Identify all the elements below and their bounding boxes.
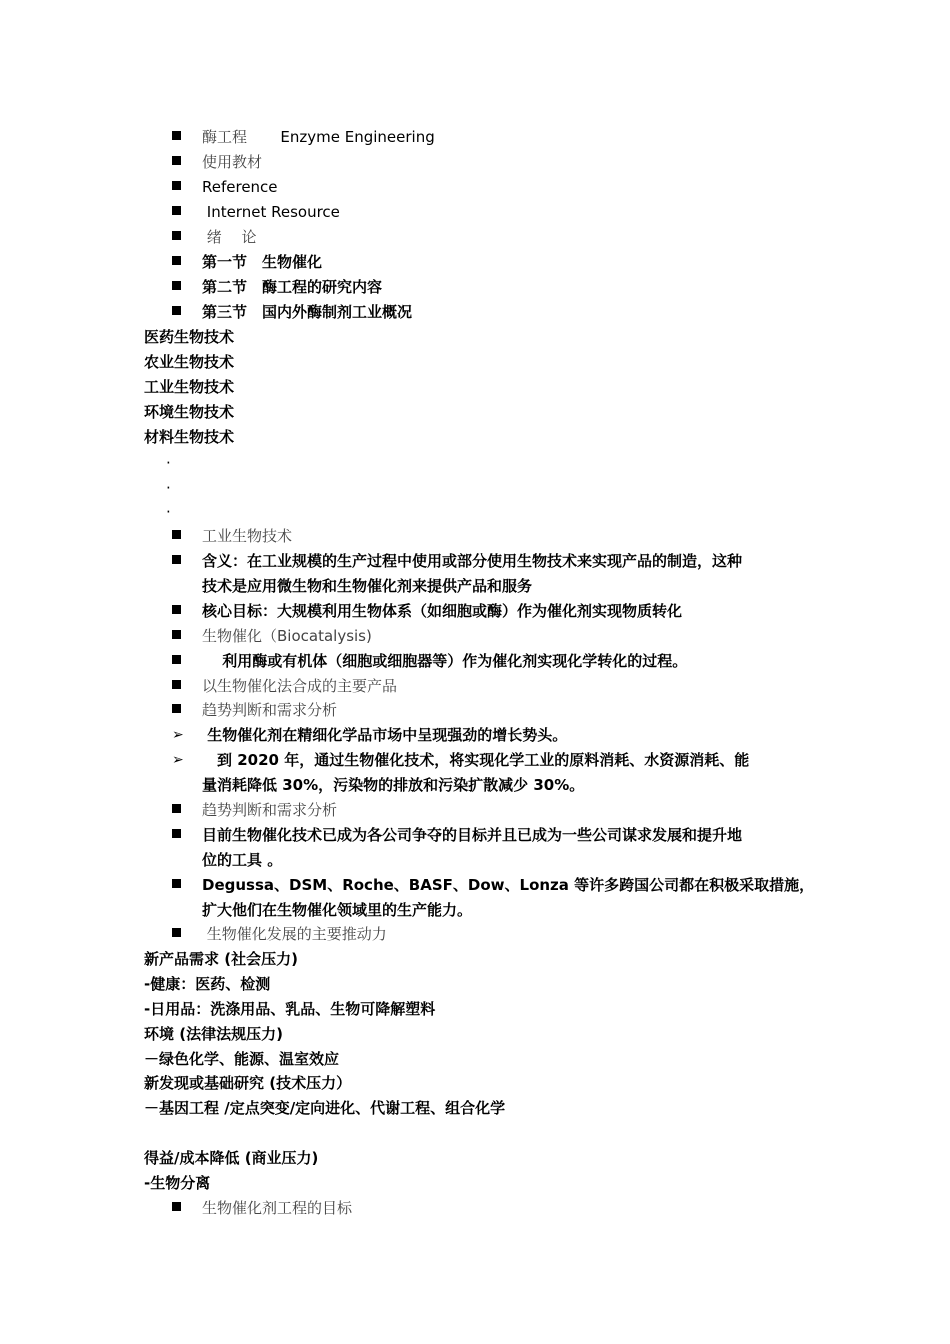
square-bullet-icon	[172, 873, 186, 898]
bullet-text: Reference	[202, 178, 278, 196]
square-bullet-icon	[172, 922, 186, 947]
paragraph-text: －绿色化学、能源、温室效应	[144, 1050, 340, 1068]
section-heading: 第二节 酶工程的研究内容	[202, 278, 383, 296]
square-bullet-icon	[172, 674, 186, 699]
square-bullet-icon	[172, 624, 186, 649]
bullet-text: 趋势判断和需求分析	[202, 701, 338, 719]
paragraph-text: -生物分离	[144, 1174, 211, 1192]
square-bullet-icon	[172, 698, 186, 723]
bullet-text: 生物催化剂工程的目标	[202, 1199, 353, 1217]
bullet-text: 以生物催化法合成的主要产品	[202, 677, 398, 695]
square-bullet-icon	[172, 225, 186, 250]
square-bullet-icon	[172, 1196, 186, 1221]
section-heading: 第一节 生物催化	[202, 253, 323, 271]
paragraph-text: -健康：医药、检测	[144, 975, 271, 993]
square-bullet-icon	[172, 175, 186, 200]
square-bullet-icon	[172, 125, 186, 150]
bullet-text: 生物催化（Biocatalysis)	[202, 627, 372, 645]
bullet-text: 扩大他们在生物催化领域里的生产能力。	[202, 901, 473, 919]
bullet-text: Internet Resource	[202, 203, 340, 221]
square-bullet-icon	[172, 823, 186, 848]
bullet-text: 利用酶或有机体（细胞或细胞器等）作为催化剂实现化学转化的过程。	[202, 652, 688, 670]
dot-icon: ·	[166, 454, 171, 472]
paragraph-text: 新发现或基础研究 (技术压力）	[144, 1074, 352, 1092]
bullet-text: 核心目标：大规模利用生物体系（如细胞或酶）作为催化剂实现物质转化	[202, 602, 683, 620]
bullet-text: 位的工具 。	[202, 851, 283, 869]
bullet-text: 生物催化剂在精细化学品市场中呈现强劲的增长势头。	[202, 726, 568, 744]
square-bullet-icon	[172, 599, 186, 624]
paragraph-text: 新产品需求 (社会压力)	[144, 950, 298, 968]
course-title-en: Enzyme Engineering	[280, 128, 435, 146]
arrow-bullet-icon: ➢	[172, 752, 184, 768]
square-bullet-icon	[172, 200, 186, 225]
bullet-text: 趋势判断和需求分析	[202, 801, 338, 819]
bullet-text: 生物催化发展的主要推动力	[202, 925, 387, 943]
paragraph-text: －基因工程 /定点突变/定向进化、代谢工程、组合化学	[144, 1099, 506, 1117]
bullet-text: 使用教材	[202, 153, 263, 171]
square-bullet-icon	[172, 250, 186, 275]
course-title-zh: 酶工程	[202, 128, 248, 146]
square-bullet-icon	[172, 798, 186, 823]
paragraph-text: 工业生物技术	[144, 378, 235, 396]
bullet-text: 含义：在工业规模的生产过程中使用或部分使用生物技术来实现产品的制造，这种	[202, 552, 743, 570]
paragraph-text: -日用品：洗涤用品、乳品、生物可降解塑料	[144, 1000, 436, 1018]
bullet-text: 绪 论	[202, 228, 257, 246]
bullet-text: Degussa、DSM、Roche、BASF、Dow、Lonza 等许多跨国公司都在积极采取措施，	[202, 876, 815, 894]
paragraph-text: 环境生物技术	[144, 403, 235, 421]
bullet-text: 工业生物技术	[202, 527, 293, 545]
bullet-text: 技术是应用微生物和生物催化剂来提供产品和服务	[202, 577, 533, 595]
paragraph-text: 环境 (法律法规压力)	[144, 1025, 283, 1043]
section-heading: 第三节 国内外酶制剂工业概况	[202, 303, 413, 321]
paragraph-text: 农业生物技术	[144, 353, 235, 371]
square-bullet-icon	[172, 649, 186, 674]
square-bullet-icon	[172, 275, 186, 300]
square-bullet-icon	[172, 150, 186, 175]
square-bullet-icon	[172, 524, 186, 549]
square-bullet-icon	[172, 300, 186, 325]
dot-icon: ·	[166, 503, 171, 521]
dot-icon: ·	[166, 479, 171, 497]
square-bullet-icon	[172, 549, 186, 574]
paragraph-text: 医药生物技术	[144, 328, 235, 346]
arrow-bullet-icon: ➢	[172, 727, 184, 743]
paragraph-text: 得益/成本降低 (商业压力)	[144, 1149, 319, 1167]
bullet-text: 到 2020 年，通过生物催化技术，将实现化学工业的原料消耗、水资源消耗、能	[202, 751, 750, 769]
paragraph-text: 材料生物技术	[144, 428, 235, 446]
bullet-text: 目前生物催化技术已成为各公司争夺的目标并且已成为一些公司谋求发展和提升地	[202, 826, 743, 844]
bullet-text: 量消耗降低 30%，污染物的排放和污染扩散减少 30%。	[202, 776, 585, 794]
